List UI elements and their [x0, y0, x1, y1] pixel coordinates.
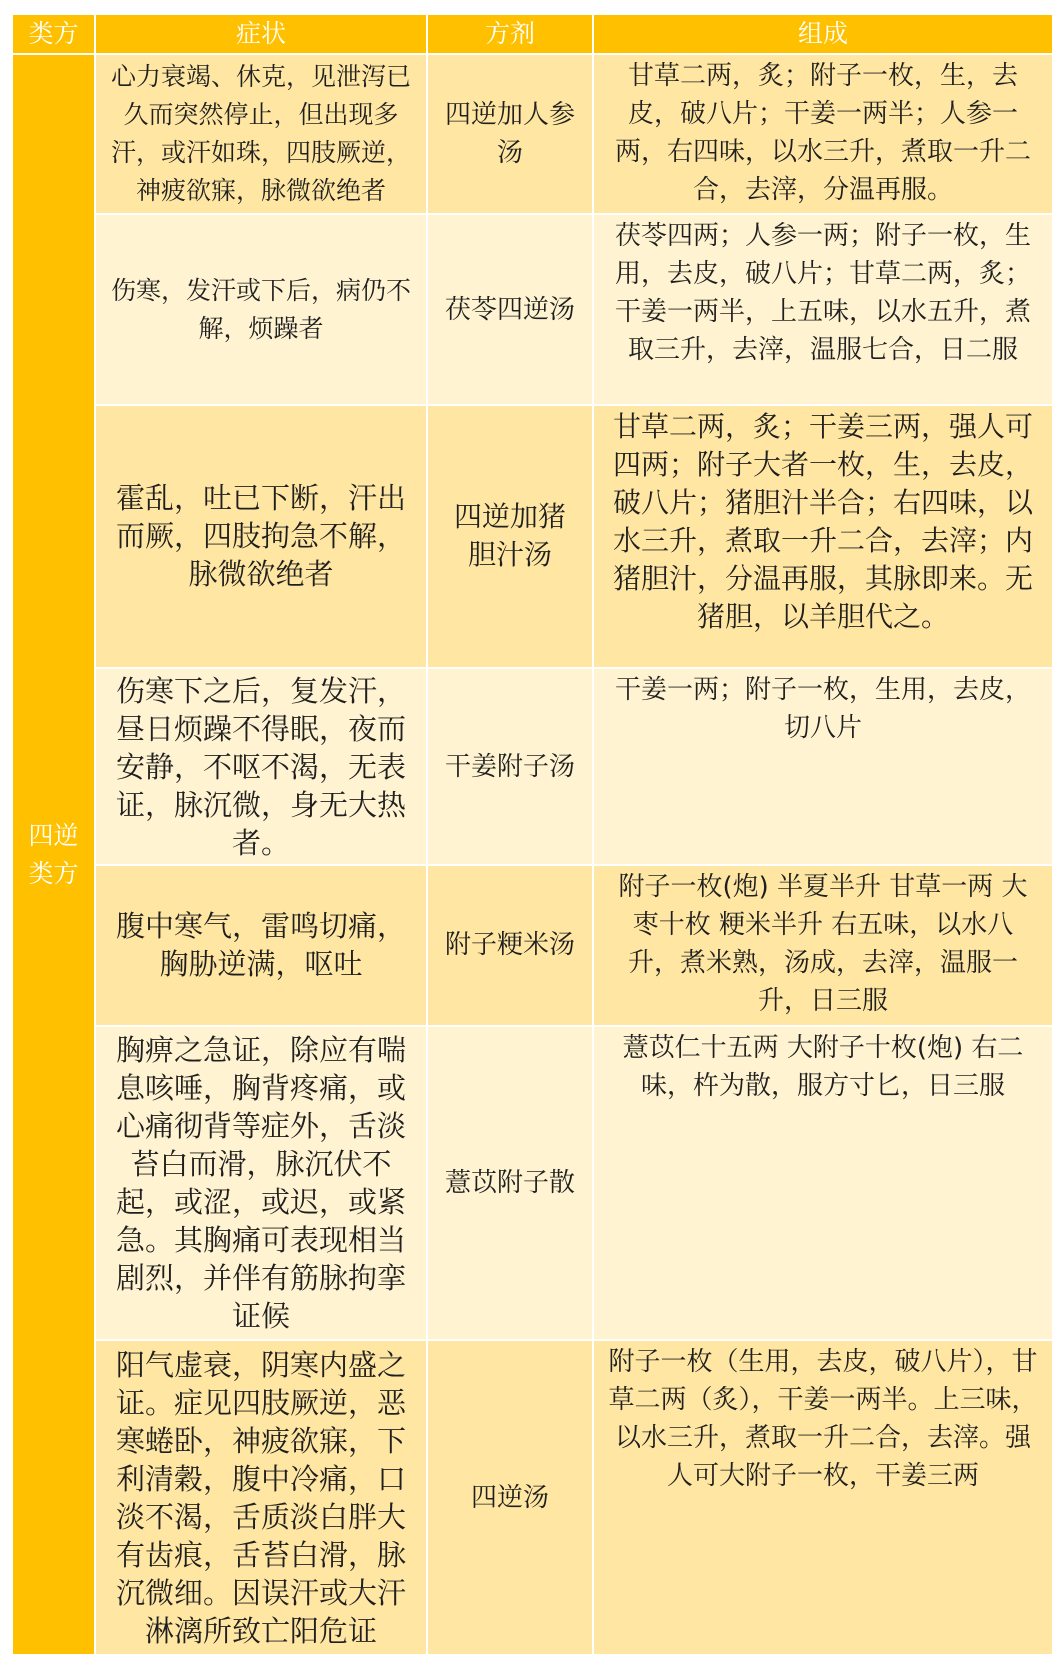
composition-cell: 附子一枚(炮) 半夏半升 甘草一两 大枣十枚 粳米半升 右五味，以水八升，煮米熟，汤成，去滓，温服一升，日三服: [593, 865, 1053, 1025]
header-symptom: 症状: [95, 14, 427, 54]
composition-cell: 茯苓四两；人参一两；附子一枚，生用，去皮，破八片；甘草二两，炙；干姜一两半，上五味，以水五升，煮取三升，去滓，温服七合，日二服: [593, 214, 1053, 404]
composition-cell: 甘草二两，炙；附子一枚，生，去皮，破八片；干姜一两半；人参一两，右四味，以水三升，煮取一升二合，去滓，分温再服。: [593, 54, 1053, 214]
table-row: [12, 1026, 1053, 1341]
header-category: 类方: [12, 14, 95, 54]
composition-cell: 干姜一两；附子一枚，生用，去皮，切八片: [593, 668, 1053, 865]
composition-cell: 甘草二两，炙；干姜三两，强人可四两；附子大者一枚，生，去皮，破八片；猪胆汁半合；右四味，以水三升，煮取一升二合，去滓；内猪胆汁，分温再服，其脉即来。无猪胆，以羊胆代之。: [593, 405, 1053, 668]
table-row: [12, 214, 1053, 404]
table-row: [12, 54, 1053, 214]
formula-name-cell: 附子粳米汤: [427, 865, 593, 1025]
formula-name-cell: 四逆加人参汤: [427, 54, 593, 214]
header-composition: 组成: [593, 14, 1053, 54]
formula-table: [11, 13, 1054, 1656]
composition-cell: 附子一枚（生用，去皮，破八片），甘草二两（炙），干姜一两半。上三味，以水三升，煮取一升二合，去滓。强人可大附子一枚，干姜三两: [593, 1340, 1053, 1655]
symptom-cell: 伤寒，发汗或下后，病仍不解，烦躁者: [95, 214, 427, 404]
formula-name-cell: 茯苓四逆汤: [427, 214, 593, 404]
header-formula: 方剂: [427, 14, 593, 54]
table-row: [12, 405, 1053, 668]
symptom-cell: 腹中寒气，雷鸣切痛，胸胁逆满，呕吐: [95, 865, 427, 1025]
symptom-cell: 心力衰竭、休克，见泄泻已久而突然停止，但出现多汗，或汗如珠，四肢厥逆，神疲欲寐，脉微欲绝者: [95, 54, 427, 214]
composition-cell: 薏苡仁十五两 大附子十枚(炮) 右二味，杵为散，服方寸匕，日三服: [593, 1026, 1053, 1341]
table-row: [12, 1340, 1053, 1655]
symptom-cell: 胸痹之急证，除应有喘息咳唾，胸背疼痛，或心痛彻背等症外，舌淡苔白而滑，脉沉伏不起，或涩，或迟，或紧急。其胸痛可表现相当剧烈，并伴有筋脉拘挛证候: [95, 1026, 427, 1341]
formula-table-container: [11, 13, 1052, 1656]
table-row: [12, 668, 1053, 865]
symptom-cell: 霍乱，吐已下断，汗出而厥，四肢拘急不解，脉微欲绝者: [95, 405, 427, 668]
symptom-cell: 阳气虚衰，阴寒内盛之证。症见四肢厥逆，恶寒蜷卧，神疲欲寐，下利清穀，腹中冷痛，口淡不渴，舌质淡白胖大有齿痕，舌苔白滑，脉沉微细。因误汗或大汗淋漓所致亡阳危证: [95, 1340, 427, 1655]
formula-name-cell: 四逆加猪胆汁汤: [427, 405, 593, 668]
symptom-cell: 伤寒下之后，复发汗，昼日烦躁不得眠，夜而安静，不呕不渴，无表证，脉沉微，身无大热者。: [95, 668, 427, 865]
category-cell: 四逆类方: [12, 54, 95, 1655]
table-row: [12, 865, 1053, 1025]
formula-name-cell: 薏苡附子散: [427, 1026, 593, 1341]
header-row: [12, 14, 1053, 54]
formula-name-cell: 四逆汤: [427, 1340, 593, 1655]
formula-name-cell: 干姜附子汤: [427, 668, 593, 865]
